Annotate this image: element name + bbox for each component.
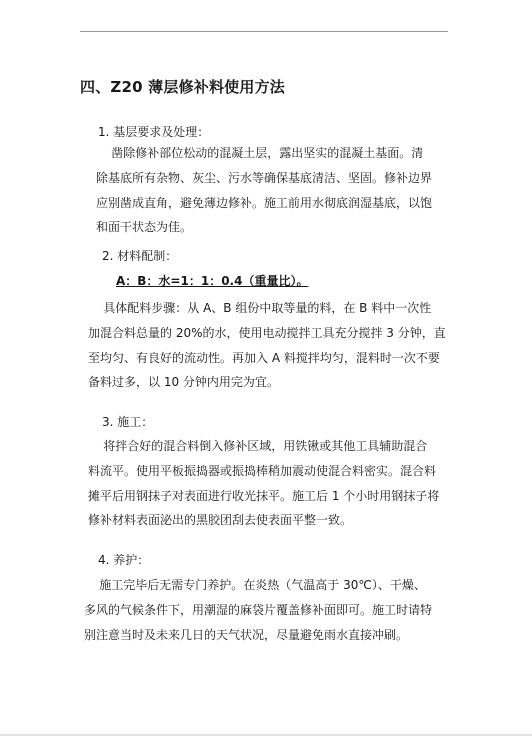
text-line: 施工完毕后无需专门养护。在炎热（气温高于 30℃）、干燥、 (84, 578, 426, 592)
section-2-label: 2. 材料配制： (102, 249, 178, 263)
text-line: 备料过多，以 10 分钟内用完为宜。 (88, 375, 279, 390)
text-line: 除基底所有杂物、灰尘、污水等确保基底清洁、坚固。修补边界 (96, 170, 433, 185)
section-4-paragraph (84, 573, 432, 647)
text-line: 具体配料步骤：从 A、B 组份中取等量的料，在 B 料中一次性 (88, 301, 432, 315)
header-rule (80, 31, 448, 32)
section-3-paragraph (88, 434, 439, 533)
text-line: 应别凿成直角，避免薄边修补。施工前用水彻底润湿基底，以饱 (96, 195, 433, 210)
text-line: 摊平后用钢抹子对表面进行收光抹平。施工后 1 个小时用钢抹子将 (88, 488, 440, 503)
text-line: 别注意当时及未来几日的天气状况，尽量避免雨水直接冲刷。 (84, 627, 409, 642)
section-3-label: 3. 施工： (102, 415, 154, 429)
section-1-label: 1. 基层要求及处理： (98, 125, 210, 139)
text-line: 和面干状态为佳。 (96, 220, 193, 235)
text-line: 至均匀、有良好的流动性。再加入 A 料搅拌均匀，混料时一次不要 (88, 350, 440, 365)
text-line: 凿除修补部位松动的混凝土层，露出坚实的混凝土基面。清 (96, 146, 424, 160)
section-heading: 四、Z20 薄层修补料使用方法 (80, 78, 285, 96)
mix-ratio: A：B：水=1：1：0.4（重量比）。 (116, 274, 309, 288)
text-line: 加混合料总量的 20%的水，使用电动搅拌工具充分搅拌 3 分钟，直 (88, 325, 446, 340)
text-line: 将拌合好的混合料倒入修补区域，用铁锹或其他工具辅助混合 (88, 439, 428, 453)
text-line: 修补材料表面泌出的黑胶团刮去使表面平整一致。 (88, 513, 353, 528)
section-2-paragraph (88, 296, 446, 395)
section-1-paragraph (96, 141, 432, 240)
text-line: 多风的气候条件下，用潮湿的麻袋片覆盖修补面即可。施工时请特 (84, 602, 433, 617)
text-line: 料流平。使用平板振捣器或振捣棒稍加震动使混合料密实。混合料 (88, 463, 437, 478)
section-4-label: 4. 养护： (98, 553, 150, 567)
